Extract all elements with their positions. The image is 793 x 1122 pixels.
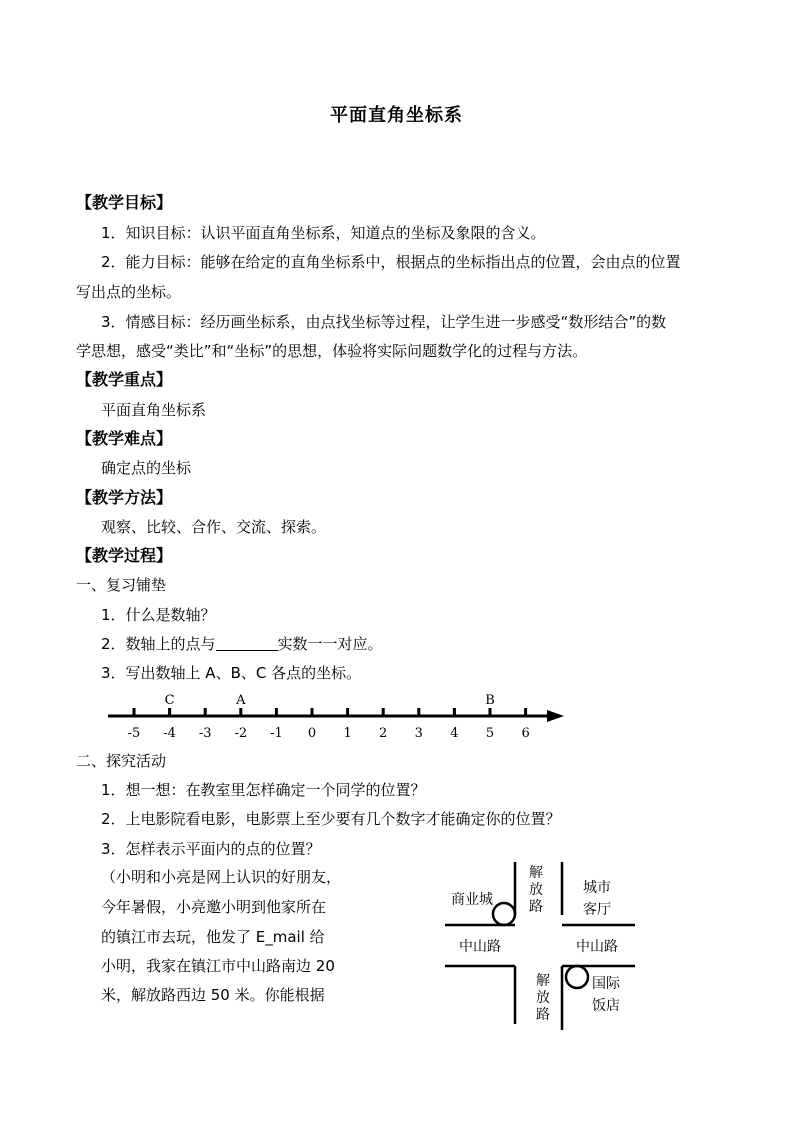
tick-mark: [382, 708, 385, 716]
tick-mark: [417, 708, 420, 716]
label-jiefang-bottom-3: 路: [536, 1007, 550, 1023]
home-marker-circle: [493, 903, 515, 925]
explore-heading: 二、探究活动: [76, 752, 167, 770]
label-jiefang-top-1: 解: [529, 865, 543, 881]
point-label-a: A: [236, 693, 246, 708]
goal-ability-line1: 2．能力目标：能够在给定的直角坐标系中，根据点的坐标指出点的位置，会由点的位置: [101, 253, 681, 271]
page-title: 平面直角坐标系: [330, 105, 463, 126]
section-goals-heading: 【教学目标】: [76, 193, 173, 212]
tick-label: -3: [198, 726, 212, 741]
label-zhongshan-east: 中山路: [576, 939, 618, 955]
goal-emotion-line2: 学思想，感受“类比”和“坐标”的思想，体验将实际问题数学化的过程与方法。: [76, 342, 588, 360]
story-line-3: 的镇江市去玩，他发了 E_mail 给: [101, 928, 325, 946]
method-text: 观察、比较、合作、交流、探索。: [101, 518, 327, 536]
explore-question-1: 1．想一想：在教室里怎样确定一个同学的位置？: [101, 781, 426, 799]
tick-mark: [524, 708, 527, 716]
tick-label: 2: [379, 726, 388, 741]
tick-mark: [133, 708, 136, 716]
label-jiefang-top-2: 放: [529, 882, 543, 898]
goal-knowledge: 1．知识目标：认识平面直角坐标系，知道点的坐标及象限的含义。: [101, 224, 546, 242]
tick-label: 1: [343, 726, 352, 741]
tick-label: 5: [485, 726, 495, 741]
point-label-b: B: [485, 693, 495, 708]
point-label-c: C: [164, 693, 175, 708]
tick-mark: [489, 708, 492, 716]
tick-mark: [311, 708, 314, 716]
tick-label: 3: [414, 726, 423, 741]
review-question-1: 1．什么是数轴？: [101, 606, 216, 624]
tick-label: 0: [307, 726, 317, 741]
label-city-hall-1: 城市: [583, 880, 611, 896]
explore-question-3: 3．怎样表示平面内的点的位置？: [101, 840, 321, 858]
tick-label: -1: [270, 726, 283, 741]
number-line: [100, 686, 575, 748]
goal-ability-line2: 写出点的坐标。: [76, 283, 182, 301]
hotel-marker-circle: [566, 966, 588, 988]
difficulty-text: 确定点的坐标: [101, 459, 192, 477]
fill-in-blank: [216, 636, 278, 651]
label-zhongshan-west: 中山路: [459, 939, 501, 955]
section-difficulty-heading: 【教学难点】: [76, 429, 173, 448]
tick-mark: [346, 708, 349, 716]
review-q2-before: 2．数轴上的点与: [101, 635, 216, 653]
tick-label: -4: [163, 726, 176, 741]
tick-label: 4: [450, 726, 459, 741]
tick-label: -5: [127, 726, 141, 741]
label-hotel-1: 国际: [592, 976, 620, 992]
tick-label: 6: [521, 726, 530, 741]
label-jiefang-top-3: 路: [529, 899, 543, 915]
label-jiefang-bottom-2: 放: [536, 990, 550, 1006]
tick-mark: [453, 708, 456, 716]
tick-mark: [168, 708, 171, 716]
tick-label: -2: [234, 726, 248, 741]
story-line-4: 小明，我家在镇江市中山路南边 20: [101, 957, 335, 975]
review-q2-after: 实数一一对应。: [277, 635, 383, 653]
label-mall: 商业城: [451, 892, 493, 908]
review-question-3: 3．写出数轴上 A、B、C 各点的坐标。: [101, 664, 362, 682]
number-line-arrow-icon: [547, 710, 564, 722]
explore-question-2: 2．上电影院看电影，电影票上至少要有几个数字才能确定你的位置？: [101, 810, 561, 828]
story-line-5: 米，解放路西边 50 米。你能根据: [101, 986, 325, 1004]
label-hotel-2: 饭店: [592, 998, 620, 1014]
label-jiefang-bottom-1: 解: [536, 973, 550, 989]
label-city-hall-2: 客厅: [583, 902, 611, 918]
section-key-heading: 【教学重点】: [76, 370, 173, 389]
tick-mark: [239, 708, 242, 716]
key-point-text: 平面直角坐标系: [101, 401, 207, 419]
section-process-heading: 【教学过程】: [76, 546, 173, 565]
story-line-2: 今年暑假，小亮邀小明到他家所在: [101, 898, 327, 916]
section-method-heading: 【教学方法】: [76, 488, 173, 507]
goal-emotion-line1: 3．情感目标：经历画坐标系，由点找坐标等过程，让学生进一步感受“数形结合”的数: [101, 313, 667, 331]
story-line-1: （小明和小亮是网上认识的好朋友，: [101, 868, 342, 886]
street-map: [440, 858, 640, 1038]
review-question-2: [101, 633, 383, 654]
review-heading: 一、复习铺垫: [76, 576, 167, 594]
tick-mark: [275, 708, 278, 716]
tick-mark: [204, 708, 207, 716]
